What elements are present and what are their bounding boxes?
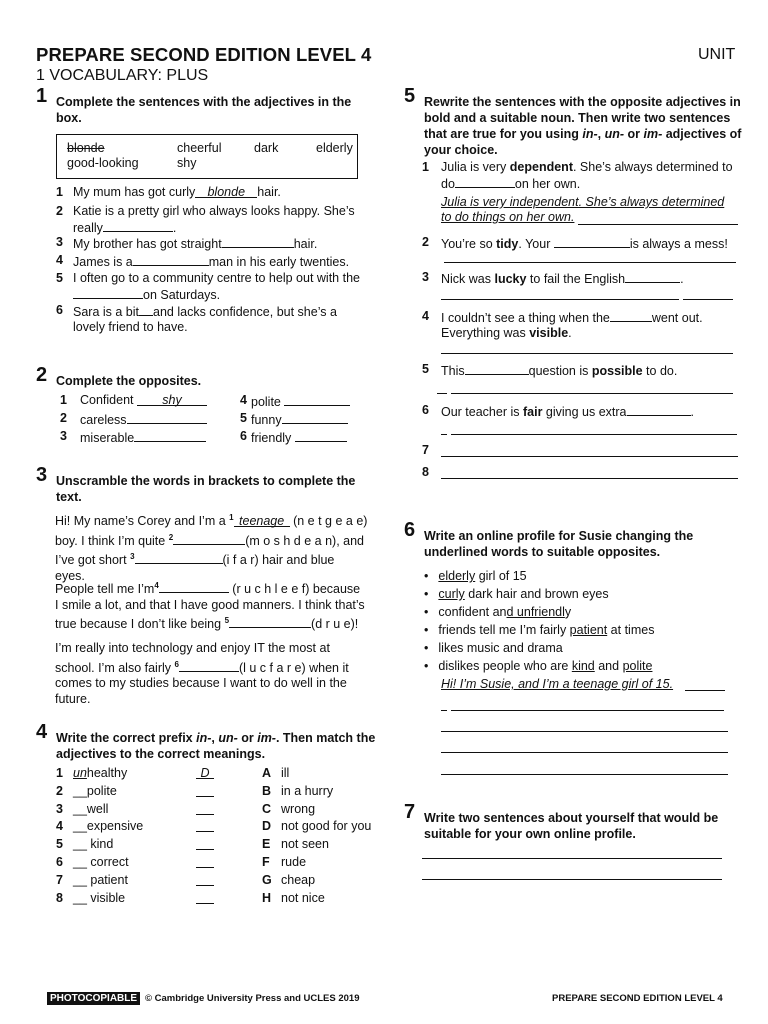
exercise-number: 7 [404,801,416,823]
answer-gap [282,411,348,424]
list-item: 5 This question is possible to do. [422,362,678,378]
match-gap [196,873,214,886]
answer-gap: shy [137,393,207,406]
prefix: __ kind [73,837,114,852]
answer-gap [139,303,153,316]
answer-line [578,224,738,225]
exercise-instruction: Complete the opposites. [56,374,202,388]
match-gap [196,819,214,832]
answer-gap [627,403,691,416]
exercise-number: 1 [36,85,48,107]
meaning-text: wrong [281,801,316,816]
exercise-5 [404,85,744,158]
word-box [56,134,358,179]
answer-gap [284,393,350,406]
page-subtitle: 1 VOCABULARY: PLUS [36,67,209,84]
meaning-letter: B [262,783,272,798]
exercise-number: 2 [36,364,48,386]
answer-line [685,690,725,691]
paragraph: Hi! My name’s Corey and I’m a $^1$ teenage (n e t g e a e) boy. I think I’m quite $^2$ (m o s h d e a n), and I’ve got short $^3$ (i f a r) hair and blue eyes. [55,513,368,583]
meaning-text: not seen [281,837,329,852]
example-answer: Hi! I’m Susie, and I’m a teenage girl of 15. [441,677,674,691]
answer-gap: blonde [195,185,257,198]
list-item: • confident and unfriendly [424,605,572,619]
exercise-instruction: Complete the sentences with the adjectives in the box. [56,95,352,125]
answer-gap [127,411,207,424]
word-box-item: good-looking [67,156,139,170]
unit-label: UNIT [698,46,736,63]
meaning-letter: E [262,837,271,852]
answer-gap [133,253,209,266]
list-item: 6 Our teacher is fair giving us extra . [422,403,694,419]
list-item: 6 Sara is a bit and lacks confidence, but she’s a lovely friend to have. [56,303,337,334]
answer-gap [625,270,680,283]
answer-line [422,879,722,880]
meaning-text: ill [281,766,290,780]
list-item: • curly dark hair and brown eyes [424,587,609,601]
copyright-text: © Cambridge University Press and UCLES 2019 [145,993,360,1004]
answer-gap [134,429,206,442]
meaning-text: not good for you [281,819,372,834]
prefix: __well [73,801,109,816]
answer-gap [135,551,223,564]
answer-line [441,478,738,479]
answer-gap [222,235,294,248]
answer-line [444,262,736,263]
answer-gap [554,235,630,248]
word-box-item: dark [254,141,279,155]
exercise-number: 6 [404,519,416,541]
answer-gap: teenage [234,514,290,527]
list-item: 2 Katie is a pretty girl who always looks happy. She’s really . [56,204,355,235]
list-item: 2 You’re so tidy. Your is always a mess! [422,235,728,251]
meaning-text: rude [281,855,307,869]
prefix: __ correct [73,855,129,869]
word-box-item: elderly [316,141,353,155]
exercise-instruction: Write an online profile for Susie changing the underlined words to suitable opposites. [424,529,694,559]
list-item: 1 Confident shy [60,393,207,408]
exercise-instruction: Write the correct prefix in-, un- or im-. Then match the adjectives to the correct meanings. [56,731,376,761]
word-box-item: cheerful [177,141,222,155]
list-item: 5 I often go to a community centre to help out with the on Saturdays. [56,271,360,302]
answer-line [683,299,733,300]
match-gap: D [196,766,214,779]
prefix: unhealthy [73,766,128,780]
meaning-letter: C [262,801,272,816]
answer-line [451,434,737,435]
example-answer: Julia is very independent. She’s always determined to do things on her own. [441,195,725,224]
list-item: 2 careless [60,411,207,428]
meaning-letter: H [262,890,272,905]
meaning-text: cheap [281,872,316,887]
exercise-2 [36,364,376,445]
exercise-instruction: Rewrite the sentences with the opposite adjectives in bold and a suitable noun. Then write two sentences that are true for you using in-, un- or im- adjectives of your choice. [424,95,742,157]
answer-gap [229,615,311,628]
list-item: 3 Nick was lucky to fail the English . [422,270,684,286]
match-gap [196,837,214,850]
answer-gap [173,532,245,545]
answer-line [441,774,728,775]
answer-gap [179,659,239,672]
list-item: 1 Julia is very dependent. She’s always determined to do on her own. [422,160,733,191]
meaning-text: in a hurry [281,783,334,798]
list-item: 3 My brother has got straight hair. [56,235,318,251]
prefix: __ patient [73,872,128,887]
list-item: 4 I couldn’t see a thing when the went out. Everything was visible. [422,309,703,340]
answer-line [422,858,722,859]
answer-line [441,456,738,457]
photocopiable-badge: PHOTOCOPIABLE [47,992,140,1005]
answer-line [441,710,447,711]
word-box-item: shy [177,156,197,170]
exercise-6 [404,519,744,560]
exercise-3 [36,464,376,706]
exercise-instruction: Write two sentences about yourself that would be suitable for your own online profile. [424,811,719,841]
exercise-4 [36,721,376,762]
prefix: __expensive [73,819,144,834]
answer-line [441,299,679,300]
paragraph: I’m really into technology and enjoy IT the most at school. I’m also fairly $^6$ (l u c f a r e) when it comes to my studies because I want to do well in the future. [55,641,349,706]
answer-line [451,710,724,711]
exercise-number: 4 [36,721,48,743]
meaning-letter: A [262,766,272,780]
list-item: • elderly girl of 15 [424,569,527,583]
meaning-text: not nice [281,890,325,905]
word-box-item: blonde [67,141,105,155]
exercise-number: 5 [404,85,416,107]
answer-gap [465,362,529,375]
meaning-letter: D [262,819,272,834]
answer-gap [159,580,229,593]
answer-line [441,434,447,435]
answer-line [441,353,733,354]
paragraph: People tell me $I’m^4$ (r u c h l e e f) because I smile a lot, and that I have good manners. I think that’s true because I don’t like being $^5$ (d r u e)! [55,581,365,632]
answer-gap [610,309,652,322]
page-title: PREPARE SECOND EDITION LEVEL 4 [36,44,372,65]
list-item: 5 funny [240,411,348,428]
answer-gap [103,219,173,232]
list-item: 6 friendly [240,429,347,446]
list-item: • dislikes people who are kind and polite [424,659,653,673]
match-gap [196,891,214,904]
list-item: • friends tell me I’m fairly patient at times [424,623,655,637]
list-item: 4 polite [240,393,350,410]
match-gap [196,855,214,868]
exercise-instruction: Unscramble the words in brackets to complete the text. [56,474,356,504]
list-item: • likes music and drama [424,641,563,655]
list-item: 1 My mum has got curly blonde hair. [56,185,281,199]
footer-title: PREPARE SECOND EDITION LEVEL 4 [552,993,723,1004]
answer-gap [455,175,515,188]
match-gap [196,784,214,797]
answer-line [441,731,728,732]
exercise-number: 3 [36,464,48,486]
exercise-1 [36,85,376,334]
answer-line [441,752,728,753]
list-item: 3 miserable [60,429,206,446]
answer-line [451,393,733,394]
match-gap [196,802,214,815]
answer-line [437,393,447,394]
bullet-list [424,567,654,675]
exercise-7 [404,801,744,842]
meaning-letter: F [262,855,270,869]
answer-gap [295,429,347,442]
list-item: 4 James is a man in his early twenties. [56,253,350,269]
prefix: __polite [73,783,117,798]
answer-gap [73,286,143,299]
meaning-letter: G [262,872,272,887]
prefix: __ visible [73,890,126,905]
